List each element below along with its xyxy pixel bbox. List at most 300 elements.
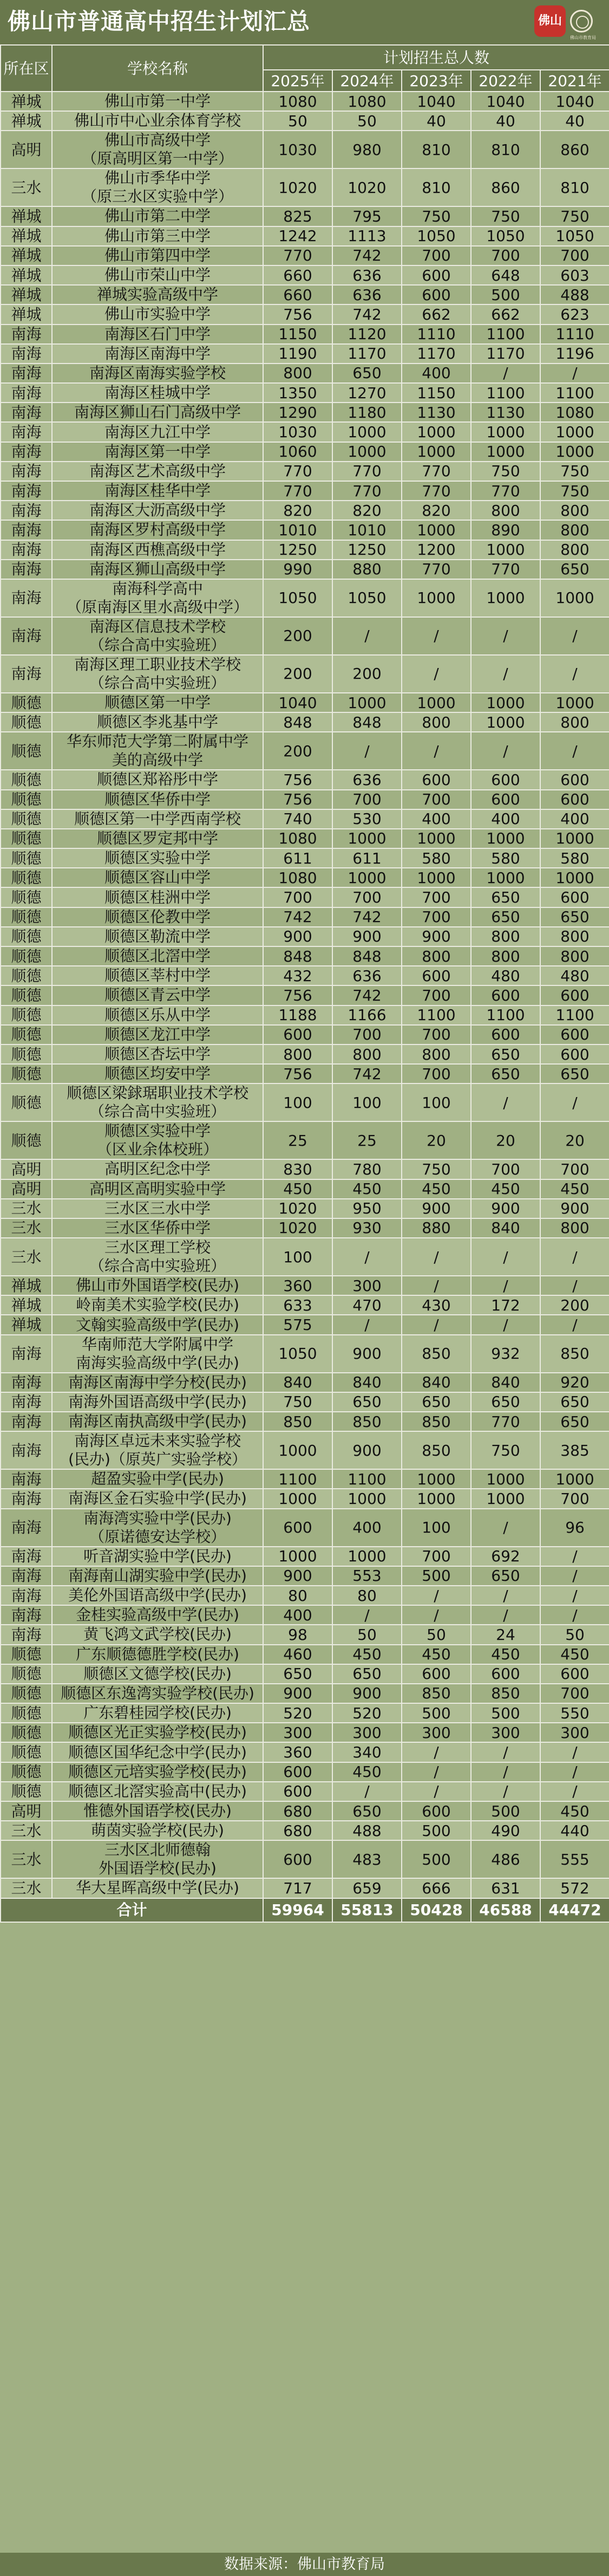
cell-2023: / bbox=[402, 1238, 471, 1276]
cell-2021: 1100 bbox=[540, 1005, 609, 1025]
cell-2021: 700 bbox=[540, 1489, 609, 1508]
cell-school: 广东顺德德胜学校(民办) bbox=[52, 1645, 263, 1664]
cell-2022: / bbox=[471, 1315, 540, 1334]
cell-2022: 650 bbox=[471, 907, 540, 927]
total-2024: 55813 bbox=[332, 1898, 402, 1922]
cell-2024: 1113 bbox=[332, 226, 402, 246]
cell-district: 禅城 bbox=[1, 1315, 52, 1334]
cell-2023: 1130 bbox=[402, 403, 471, 422]
cell-2022: / bbox=[471, 364, 540, 383]
cell-2022: 800 bbox=[471, 927, 540, 946]
cell-2023: 50 bbox=[402, 1625, 471, 1644]
cell-2024: 742 bbox=[332, 985, 402, 1005]
cell-2022: 600 bbox=[471, 1025, 540, 1044]
cell-2021: 40 bbox=[540, 111, 609, 131]
cell-2023: 400 bbox=[402, 364, 471, 383]
cell-2023: 100 bbox=[402, 1083, 471, 1121]
cell-2023: / bbox=[402, 732, 471, 770]
cell-2025: 770 bbox=[263, 481, 332, 501]
cell-2022: 700 bbox=[471, 1159, 540, 1179]
cell-2022: 1100 bbox=[471, 1005, 540, 1025]
cell-district: 顺德 bbox=[1, 1121, 52, 1159]
table-row bbox=[1, 520, 609, 540]
cell-school: 佛山市中心业余体育学校 bbox=[52, 111, 263, 131]
cell-2025: 432 bbox=[263, 966, 332, 985]
cell-2024: 742 bbox=[332, 907, 402, 927]
cell-district: 顺德 bbox=[1, 1703, 52, 1723]
cell-2023: 700 bbox=[402, 1547, 471, 1566]
cell-district: 南海 bbox=[1, 1431, 52, 1469]
cell-2025: 650 bbox=[263, 1664, 332, 1684]
cell-2023: 100 bbox=[402, 1509, 471, 1547]
table-row bbox=[1, 1025, 609, 1044]
cell-2024: 636 bbox=[332, 770, 402, 789]
cell-2022: 500 bbox=[471, 1703, 540, 1723]
table-row bbox=[1, 1605, 609, 1625]
table-row bbox=[1, 422, 609, 442]
cell-2021: 900 bbox=[540, 1199, 609, 1218]
table-row bbox=[1, 481, 609, 501]
cell-2025: 770 bbox=[263, 462, 332, 481]
cell-2025: 1290 bbox=[263, 403, 332, 422]
cell-2021: / bbox=[540, 1605, 609, 1625]
enrollment-plan-table bbox=[0, 44, 609, 1923]
cell-district: 顺德 bbox=[1, 927, 52, 946]
table-row bbox=[1, 693, 609, 712]
cell-2021: 623 bbox=[540, 304, 609, 324]
cell-2022: 1100 bbox=[471, 325, 540, 344]
cell-2025: 800 bbox=[263, 364, 332, 383]
cell-2025: 1000 bbox=[263, 1431, 332, 1469]
cell-2024: 611 bbox=[332, 848, 402, 868]
cell-2021: 650 bbox=[540, 1064, 609, 1083]
cell-2023: / bbox=[402, 1762, 471, 1782]
cell-2023: 700 bbox=[402, 1064, 471, 1083]
cell-2021: 1100 bbox=[540, 383, 609, 403]
table-row bbox=[1, 1412, 609, 1431]
cell-2024: 700 bbox=[332, 790, 402, 809]
cell-2023: 850 bbox=[402, 1684, 471, 1703]
cell-2024: 1000 bbox=[332, 868, 402, 887]
cell-2025: 1040 bbox=[263, 693, 332, 712]
cell-school: 顺德区华侨中学 bbox=[52, 790, 263, 809]
cell-2021: 700 bbox=[540, 246, 609, 265]
cell-2023: 1100 bbox=[402, 1005, 471, 1025]
cell-school: 南海区狮山高级中学 bbox=[52, 560, 263, 579]
cell-district: 南海 bbox=[1, 520, 52, 540]
cell-2023: / bbox=[402, 1586, 471, 1605]
cell-2022: 860 bbox=[471, 168, 540, 206]
cell-2025: 1060 bbox=[263, 442, 332, 462]
cell-2024: 900 bbox=[332, 927, 402, 946]
cell-2023: / bbox=[402, 1742, 471, 1762]
cell-2024: 1050 bbox=[332, 579, 402, 617]
cell-2025: 600 bbox=[263, 1509, 332, 1547]
cell-2024: 1170 bbox=[332, 344, 402, 364]
table-row bbox=[1, 501, 609, 520]
cell-district: 顺德 bbox=[1, 985, 52, 1005]
cell-2021: 650 bbox=[540, 1412, 609, 1431]
cell-2025: 600 bbox=[263, 1025, 332, 1044]
cell-2024: 50 bbox=[332, 1625, 402, 1644]
cell-district: 禅城 bbox=[1, 92, 52, 111]
cell-2025: 830 bbox=[263, 1159, 332, 1179]
cell-district: 南海 bbox=[1, 1566, 52, 1586]
cell-school: 禅城实验高级中学 bbox=[52, 285, 263, 304]
cell-district: 南海 bbox=[1, 462, 52, 481]
cell-district: 南海 bbox=[1, 1509, 52, 1547]
cell-2022: 890 bbox=[471, 520, 540, 540]
table-row bbox=[1, 540, 609, 560]
table-row bbox=[1, 579, 609, 617]
cell-2024: 1010 bbox=[332, 520, 402, 540]
cell-district: 南海 bbox=[1, 1335, 52, 1373]
table-row bbox=[1, 1295, 609, 1315]
cell-school: 金桂实验高级中学(民办) bbox=[52, 1605, 263, 1625]
cell-district: 顺德 bbox=[1, 1664, 52, 1684]
table-row bbox=[1, 1315, 609, 1334]
header-year-2021: 2021年 bbox=[540, 70, 609, 92]
cell-2021: / bbox=[540, 364, 609, 383]
cell-2024: 980 bbox=[332, 131, 402, 168]
cell-school: 南海区南海实验学校 bbox=[52, 364, 263, 383]
cell-2022: 1000 bbox=[471, 712, 540, 732]
cell-2024: 780 bbox=[332, 1159, 402, 1179]
cell-2025: 1080 bbox=[263, 829, 332, 848]
cell-2021: 600 bbox=[540, 770, 609, 789]
cell-school: 顺德区北滘实验高中(民办) bbox=[52, 1782, 263, 1801]
cell-2021: 96 bbox=[540, 1509, 609, 1547]
table-row bbox=[1, 946, 609, 966]
cell-2023: 600 bbox=[402, 1801, 471, 1821]
cell-2025: 680 bbox=[263, 1801, 332, 1821]
cell-2023: 1000 bbox=[402, 868, 471, 887]
cell-2024: 25 bbox=[332, 1121, 402, 1159]
cell-2024: 80 bbox=[332, 1586, 402, 1605]
cell-2023: 1000 bbox=[402, 693, 471, 712]
cell-2023: 850 bbox=[402, 1431, 471, 1469]
cell-school: 南海区桂华中学 bbox=[52, 481, 263, 501]
cell-2021: 800 bbox=[540, 520, 609, 540]
table-row bbox=[1, 1801, 609, 1821]
cell-school: 顺德区文德学校(民办) bbox=[52, 1664, 263, 1684]
cell-2023: 400 bbox=[402, 809, 471, 829]
cell-district: 南海 bbox=[1, 442, 52, 462]
cell-school: 南海区第一中学 bbox=[52, 442, 263, 462]
cell-2025: 848 bbox=[263, 946, 332, 966]
cell-2021: 860 bbox=[540, 131, 609, 168]
cell-2024: 880 bbox=[332, 560, 402, 579]
cell-school: 顺德区实验中学 bbox=[52, 848, 263, 868]
cell-2025: 1020 bbox=[263, 1218, 332, 1238]
cell-district: 南海 bbox=[1, 325, 52, 344]
table-row bbox=[1, 1489, 609, 1508]
header-district: 所在区 bbox=[1, 45, 52, 92]
cell-2023: / bbox=[402, 1605, 471, 1625]
cell-2025: 1050 bbox=[263, 1335, 332, 1373]
cell-district: 顺德 bbox=[1, 1044, 52, 1064]
table-row bbox=[1, 829, 609, 848]
table-row bbox=[1, 1179, 609, 1199]
table-row bbox=[1, 1566, 609, 1586]
cell-school: 高明区高明实验中学 bbox=[52, 1179, 263, 1199]
cell-district: 顺德 bbox=[1, 907, 52, 927]
cell-district: 南海 bbox=[1, 1373, 52, 1392]
cell-2022: / bbox=[471, 732, 540, 770]
table-row bbox=[1, 383, 609, 403]
cell-school: 顺德区实验中学 （区业余体校班） bbox=[52, 1121, 263, 1159]
page-title: 佛山市普通高中招生计划汇总 bbox=[8, 8, 311, 35]
cell-2024: 742 bbox=[332, 246, 402, 265]
cell-2023: 300 bbox=[402, 1723, 471, 1742]
cell-2022: 1000 bbox=[471, 829, 540, 848]
cell-2021: 1080 bbox=[540, 403, 609, 422]
cell-district: 南海 bbox=[1, 579, 52, 617]
cell-2025: 1080 bbox=[263, 92, 332, 111]
cell-2022: 1050 bbox=[471, 226, 540, 246]
cell-2025: 990 bbox=[263, 560, 332, 579]
cell-2021: 700 bbox=[540, 1159, 609, 1179]
cell-2022: / bbox=[471, 1762, 540, 1782]
cell-2022: 450 bbox=[471, 1645, 540, 1664]
cell-2025: 750 bbox=[263, 1392, 332, 1412]
cell-2022: / bbox=[471, 1605, 540, 1625]
table-row bbox=[1, 1392, 609, 1412]
cell-2024: / bbox=[332, 617, 402, 655]
table-row bbox=[1, 887, 609, 907]
cell-2022: 580 bbox=[471, 848, 540, 868]
cell-2025: 756 bbox=[263, 304, 332, 324]
cell-school: 黄飞鸿文武学校(民办) bbox=[52, 1625, 263, 1644]
table-row bbox=[1, 364, 609, 383]
cell-district: 南海 bbox=[1, 364, 52, 383]
cell-2021: 1000 bbox=[540, 829, 609, 848]
cell-2024: 770 bbox=[332, 481, 402, 501]
cell-2022: / bbox=[471, 1276, 540, 1295]
cell-school: 美伦外国语高级中学(民办) bbox=[52, 1586, 263, 1605]
cell-2024: 1270 bbox=[332, 383, 402, 403]
cell-school: 南海区九江中学 bbox=[52, 422, 263, 442]
cell-district: 南海 bbox=[1, 501, 52, 520]
cell-2025: 100 bbox=[263, 1238, 332, 1276]
cell-district: 禅城 bbox=[1, 226, 52, 246]
cell-2024: 1000 bbox=[332, 829, 402, 848]
table-row bbox=[1, 1121, 609, 1159]
cell-2025: 1030 bbox=[263, 422, 332, 442]
cell-2025: 1190 bbox=[263, 344, 332, 364]
cell-district: 禅城 bbox=[1, 1276, 52, 1295]
cell-school: 广东碧桂园学校(民办) bbox=[52, 1703, 263, 1723]
cell-district: 顺德 bbox=[1, 829, 52, 848]
table-row bbox=[1, 655, 609, 693]
cell-2024: 200 bbox=[332, 655, 402, 693]
table-row bbox=[1, 92, 609, 111]
cell-2022: 692 bbox=[471, 1547, 540, 1566]
cell-2021: / bbox=[540, 1276, 609, 1295]
table-row bbox=[1, 1664, 609, 1684]
cell-2024: 795 bbox=[332, 206, 402, 226]
cell-2024: 659 bbox=[332, 1878, 402, 1898]
cell-2023: 20 bbox=[402, 1121, 471, 1159]
cell-2021: 1000 bbox=[540, 1469, 609, 1489]
cell-2021: 700 bbox=[540, 1684, 609, 1703]
cell-school: 南海区桂城中学 bbox=[52, 383, 263, 403]
cell-2023: 40 bbox=[402, 111, 471, 131]
cell-2021: 440 bbox=[540, 1821, 609, 1840]
cell-2022: / bbox=[471, 1742, 540, 1762]
cell-2025: 756 bbox=[263, 985, 332, 1005]
table-row bbox=[1, 1625, 609, 1644]
header-year-2022: 2022年 bbox=[471, 70, 540, 92]
cell-school: 南海湾实验中学(民办) （原诺德安达学校） bbox=[52, 1509, 263, 1547]
cell-2025: 50 bbox=[263, 111, 332, 131]
total-2021: 44472 bbox=[540, 1898, 609, 1922]
cell-2024: 1000 bbox=[332, 442, 402, 462]
cell-2024: / bbox=[332, 1238, 402, 1276]
cell-school: 南海区大沥高级中学 bbox=[52, 501, 263, 520]
cell-school: 顺德区东逸湾实验学校(民办) bbox=[52, 1684, 263, 1703]
cell-school: 南海科学高中 （原南海区里水高级中学） bbox=[52, 579, 263, 617]
cell-district: 南海 bbox=[1, 1489, 52, 1508]
cell-2022: 490 bbox=[471, 1821, 540, 1840]
cell-2025: 1000 bbox=[263, 1489, 332, 1508]
table-row bbox=[1, 1762, 609, 1782]
cell-2025: 680 bbox=[263, 1821, 332, 1840]
cell-2022: 1000 bbox=[471, 868, 540, 887]
cell-2021: 600 bbox=[540, 985, 609, 1005]
cell-2021: 800 bbox=[540, 501, 609, 520]
cell-2023: 810 bbox=[402, 131, 471, 168]
cell-2022: / bbox=[471, 655, 540, 693]
table-row bbox=[1, 560, 609, 579]
cell-2024: 470 bbox=[332, 1295, 402, 1315]
cell-2025: 900 bbox=[263, 927, 332, 946]
cell-2021: 20 bbox=[540, 1121, 609, 1159]
cell-2025: 400 bbox=[263, 1605, 332, 1625]
cell-2022: 1000 bbox=[471, 579, 540, 617]
cell-2021: 600 bbox=[540, 790, 609, 809]
cell-school: 南海区信息技术学校 （综合高中实验班） bbox=[52, 617, 263, 655]
table-row bbox=[1, 927, 609, 946]
cell-school: 南海区石门中学 bbox=[52, 325, 263, 344]
cell-district: 三水 bbox=[1, 168, 52, 206]
cell-school: 顺德区容山中学 bbox=[52, 868, 263, 887]
cell-2022: 480 bbox=[471, 966, 540, 985]
cell-2023: 750 bbox=[402, 1159, 471, 1179]
cell-district: 高明 bbox=[1, 1801, 52, 1821]
cell-district: 南海 bbox=[1, 1469, 52, 1489]
cell-2021: 600 bbox=[540, 887, 609, 907]
cell-2024: 650 bbox=[332, 1801, 402, 1821]
cell-2021: 550 bbox=[540, 1703, 609, 1723]
cell-2022: 600 bbox=[471, 770, 540, 789]
cell-2022: 1130 bbox=[471, 403, 540, 422]
cell-school: 顺德区伦教中学 bbox=[52, 907, 263, 927]
cell-2025: 360 bbox=[263, 1742, 332, 1762]
cell-2024: 700 bbox=[332, 887, 402, 907]
cell-district: 南海 bbox=[1, 1412, 52, 1431]
cell-school: 萌茵实验学校(民办) bbox=[52, 1821, 263, 1840]
cell-2025: 820 bbox=[263, 501, 332, 520]
table-row bbox=[1, 1547, 609, 1566]
cell-district: 南海 bbox=[1, 422, 52, 442]
cell-2021: 300 bbox=[540, 1723, 609, 1742]
cell-2024: 1020 bbox=[332, 168, 402, 206]
cell-2021: 450 bbox=[540, 1645, 609, 1664]
cell-2023: 600 bbox=[402, 265, 471, 285]
cell-district: 高明 bbox=[1, 1179, 52, 1199]
cell-2022: 650 bbox=[471, 1064, 540, 1083]
cell-2021: 650 bbox=[540, 1392, 609, 1412]
cell-2023: 600 bbox=[402, 770, 471, 789]
cell-2023: 1000 bbox=[402, 422, 471, 442]
cell-2025: 770 bbox=[263, 246, 332, 265]
table-row bbox=[1, 1373, 609, 1392]
cell-2022: 840 bbox=[471, 1373, 540, 1392]
cell-2023: / bbox=[402, 617, 471, 655]
cell-district: 顺德 bbox=[1, 770, 52, 789]
cell-2022: 770 bbox=[471, 560, 540, 579]
title-bar bbox=[0, 0, 609, 44]
cell-2025: 1050 bbox=[263, 579, 332, 617]
cell-2024: 650 bbox=[332, 1664, 402, 1684]
cell-school: 顺德区国华纪念中学(民办) bbox=[52, 1742, 263, 1762]
cell-2025: 825 bbox=[263, 206, 332, 226]
cell-2025: 1020 bbox=[263, 168, 332, 206]
cell-2024: 1000 bbox=[332, 422, 402, 442]
cell-2021: 920 bbox=[540, 1373, 609, 1392]
cell-2024: 1080 bbox=[332, 92, 402, 111]
cell-2025: 1000 bbox=[263, 1547, 332, 1566]
cell-2023: 450 bbox=[402, 1179, 471, 1199]
cell-2023: 600 bbox=[402, 966, 471, 985]
cell-district: 顺德 bbox=[1, 1782, 52, 1801]
cell-2025: 1242 bbox=[263, 226, 332, 246]
cell-2021: 810 bbox=[540, 168, 609, 206]
cell-district: 南海 bbox=[1, 1625, 52, 1644]
cell-district: 顺德 bbox=[1, 946, 52, 966]
logo-seal-icon: 佛山 bbox=[534, 5, 566, 37]
cell-2021: 600 bbox=[540, 1664, 609, 1684]
cell-2021: / bbox=[540, 1315, 609, 1334]
cell-school: 顺德区北滘中学 bbox=[52, 946, 263, 966]
cell-school: 顺德区光正实验学校(民办) bbox=[52, 1723, 263, 1742]
cell-2023: 770 bbox=[402, 560, 471, 579]
table-row bbox=[1, 868, 609, 887]
cell-district: 禅城 bbox=[1, 206, 52, 226]
cell-2024: 742 bbox=[332, 304, 402, 324]
cell-2023: 700 bbox=[402, 790, 471, 809]
cell-district: 禅城 bbox=[1, 304, 52, 324]
cell-2022: 800 bbox=[471, 946, 540, 966]
cell-2021: 1040 bbox=[540, 92, 609, 111]
cell-2025: 1030 bbox=[263, 131, 332, 168]
cell-2021: 580 bbox=[540, 848, 609, 868]
cell-2023: 500 bbox=[402, 1840, 471, 1878]
data-source-footer: 数据来源：佛山市教育局 bbox=[0, 2553, 609, 2576]
cell-2025: 450 bbox=[263, 1179, 332, 1199]
cell-2024: 800 bbox=[332, 1044, 402, 1064]
cell-district: 南海 bbox=[1, 617, 52, 655]
cell-2021: 650 bbox=[540, 560, 609, 579]
table-row bbox=[1, 1782, 609, 1801]
table-row bbox=[1, 848, 609, 868]
cell-2022: 1040 bbox=[471, 92, 540, 111]
cell-2023: 700 bbox=[402, 246, 471, 265]
cell-2025: 848 bbox=[263, 712, 332, 732]
cell-2023: 650 bbox=[402, 1392, 471, 1412]
cell-district: 高明 bbox=[1, 1159, 52, 1179]
